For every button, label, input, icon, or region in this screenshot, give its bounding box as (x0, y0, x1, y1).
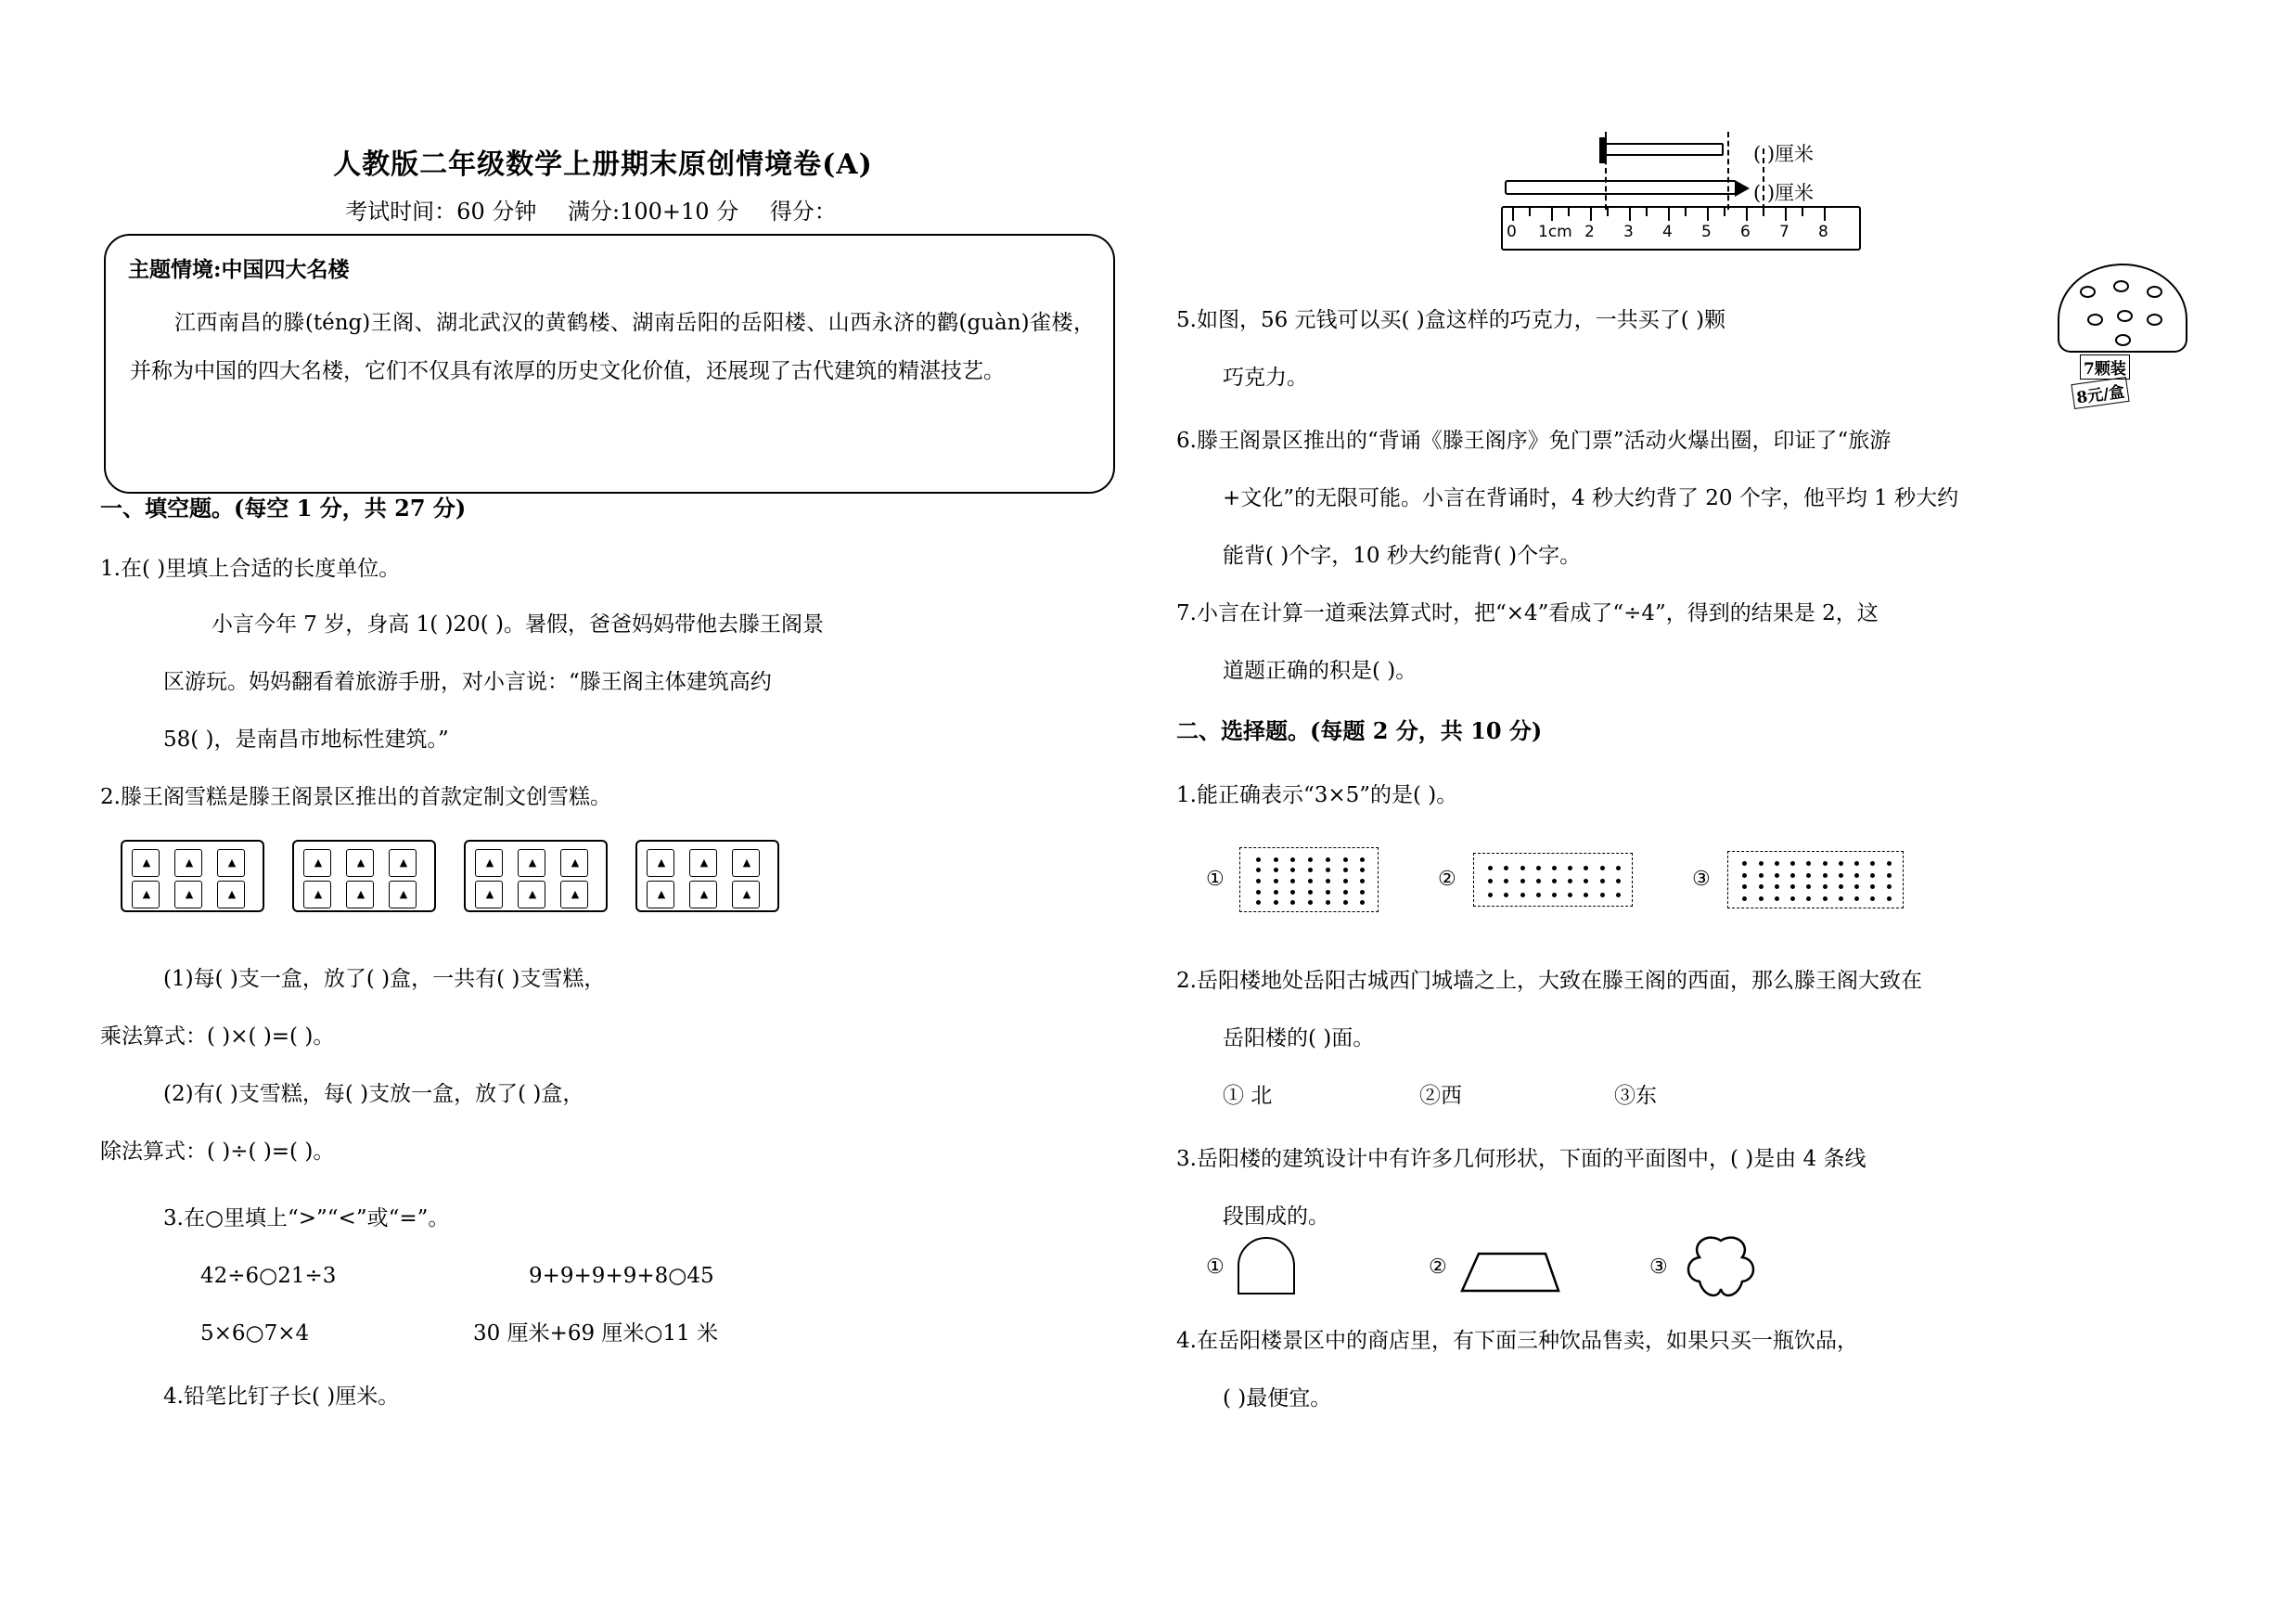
q1-line3: 区游玩。妈妈翻看着旅游手册，对小言说：“滕王阁主体建筑高约 (163, 670, 772, 694)
ruler-blank-1: ( )厘米 (1753, 143, 1815, 165)
ruler-tick-5: 5 (1701, 223, 1712, 241)
theme-paragraph: 江西南昌的滕(téng)王阁、湖北武汉的黄鹤楼、湖南岳阳的岳阳楼、山西永济的鹳(guàn)雀楼，并称为中国的四大名楼，它们不仅具有浓厚的历史文化价值，还展现了古代建筑的精湛技艺。 (130, 311, 1095, 383)
ruler-tick-6: 6 (1740, 223, 1751, 241)
s2-q4-line1: 4.在岳阳楼景区中的商店里，有下面三种饮品售卖，如果只买一瓶饮品， (1176, 1329, 1858, 1353)
q6-line3: 能背( )个字，10 秒大约能背( )个字。 (1223, 544, 1582, 568)
q5-line2: 巧克力。 (1223, 366, 1308, 390)
q2-line1: 2.滕王阁雪糕是滕王阁景区推出的首款定制文创雪糕。 (100, 785, 611, 809)
q2-line5: 除法算式：( )÷( )=( )。 (100, 1140, 335, 1164)
pagoda-icon: ▲ (185, 857, 194, 869)
q1-line4: 58( )，是南昌市地标性建筑。” (163, 728, 449, 752)
array-option-2[interactable] (1473, 853, 1633, 907)
icecream-trays-illustration (121, 840, 770, 923)
pagoda-icon: ▲ (742, 857, 751, 869)
shape-option-3[interactable] (1683, 1235, 1759, 1302)
q1-line1: 1.在( )里填上合适的长度单位。 (100, 557, 401, 581)
q5-line1: 5.如图，56 元钱可以买( )盒这样的巧克力，一共买了( )颗 (1176, 308, 1726, 332)
array-option-3[interactable] (1727, 851, 1904, 908)
ruler-tick-1: 1cm (1538, 223, 1572, 241)
array-option-1[interactable] (1239, 847, 1379, 912)
array-option-2-marker[interactable]: ② (1438, 868, 1456, 891)
theme-heading: 主题情境:中国四大名楼 (128, 257, 350, 282)
s2-q1-line1: 1.能正确表示“3×5”的是( )。 (1176, 783, 1458, 807)
q2-line4: (2)有( )支雪糕，每( )支放一盒，放了( )盒， (163, 1082, 584, 1106)
shape-options (1206, 1231, 2041, 1306)
q7-line1: 7.小言在计算一道乘法算式时，把“×4”看成了“÷4”，得到的结果是 2，这 (1176, 601, 1879, 625)
pagoda-icon: ▲ (742, 888, 751, 900)
q7-line2: 道题正确的积是( )。 (1223, 659, 1417, 683)
chocolate-price-label: 8元/盒 (2071, 377, 2129, 409)
s2-q2-line2: 岳阳楼的( )面。 (1223, 1026, 1375, 1050)
s2-q3-line2: 段围成的。 (1223, 1204, 1329, 1229)
s2-q2-opt-3[interactable]: ③东 (1614, 1084, 1657, 1108)
pagoda-icon: ▲ (142, 888, 151, 900)
pagoda-icon: ▲ (185, 888, 194, 900)
ruler-tick-3: 3 (1623, 223, 1634, 241)
q1-line2: 小言今年 7 岁，身高 1( )20( )。暑假，爸爸妈妈带他去滕王阁景 (212, 612, 824, 637)
q3-expr-a1: 42÷6○21÷3 (200, 1264, 337, 1288)
shape-option-3-marker[interactable]: ③ (1649, 1256, 1668, 1279)
ruler-shape (1501, 206, 1861, 251)
pagoda-icon: ▲ (399, 857, 408, 869)
q2-line2: (1)每( )支一盒，放了( )盒，一共有( )支雪糕， (163, 967, 606, 991)
q3-expr-b1: 5×6○7×4 (200, 1321, 310, 1346)
pagoda-icon: ▲ (699, 857, 709, 869)
score-label: 得分： (769, 199, 837, 225)
q6-line1: 6.滕王阁景区推出的“背诵《滕王阁序》免门票”活动火爆出圈，印证了“旅游 (1176, 429, 1892, 453)
full-score: 满分:100+10 分 (568, 199, 739, 225)
s2-q2-line1: 2.岳阳楼地处岳阳古城西门城墙之上，大致在滕王阁的西面，那么滕王阁大致在 (1176, 969, 1922, 993)
shape-option-2[interactable] (1460, 1252, 1560, 1295)
s2-q3-line1: 3.岳阳楼的建筑设计中有许多几何形状，下面的平面图中，( )是由 4 条线 (1176, 1147, 1866, 1171)
array-option-1-marker[interactable]: ① (1206, 868, 1225, 891)
ruler-tick-8: 8 (1818, 223, 1828, 241)
pencil-shape (1505, 180, 1737, 195)
s2-q2-opt-1[interactable]: ① 北 (1223, 1084, 1273, 1108)
pagoda-icon: ▲ (227, 888, 237, 900)
pagoda-icon: ▲ (528, 857, 537, 869)
array-option-3-marker[interactable]: ③ (1692, 868, 1711, 891)
pagoda-icon: ▲ (657, 888, 666, 900)
pagoda-icon: ▲ (356, 888, 366, 900)
pagoda-icon: ▲ (314, 888, 323, 900)
section-2-heading: 二、选择题。(每题 2 分，共 10 分) (1176, 717, 1543, 744)
chocolate-count-label: 7颗装 (2080, 354, 2130, 380)
section-1-heading: 一、填空题。(每空 1 分，共 27 分) (100, 495, 467, 522)
shape-option-1[interactable] (1238, 1237, 1295, 1295)
page-title: 人教版二年级数学上册期末原创情境卷(A) (333, 148, 873, 181)
pagoda-icon: ▲ (657, 857, 666, 869)
ruler-tick-2: 2 (1584, 223, 1595, 241)
pagoda-icon: ▲ (485, 857, 494, 869)
ruler-tick-4: 4 (1662, 223, 1673, 241)
q2-line3: 乘法算式：( )×( )=( )。 (100, 1024, 335, 1049)
pagoda-icon: ▲ (314, 857, 323, 869)
exam-meta (0, 193, 1206, 225)
ruler-tick-0: 0 (1507, 223, 1517, 241)
pagoda-icon: ▲ (356, 857, 366, 869)
shape-option-1-marker[interactable]: ① (1206, 1256, 1225, 1279)
pagoda-icon: ▲ (571, 857, 580, 869)
q3-expr-b2: 30 厘米+69 厘米○11 米 (473, 1321, 719, 1346)
exam-time: 考试时间：60 分钟 (345, 199, 537, 225)
nail-shape (1603, 143, 1724, 156)
dot-array-options (1206, 840, 2180, 923)
pagoda-icon: ▲ (528, 888, 537, 900)
s2-q4-line2: ( )最便宜。 (1223, 1386, 1332, 1410)
pagoda-icon: ▲ (399, 888, 408, 900)
pagoda-icon: ▲ (227, 857, 237, 869)
q6-line2: +文化”的无限可能。小言在背诵时，4 秒大约背了 20 个字，他平均 1 秒大约 (1223, 486, 1959, 510)
ruler-blank-2: ( )厘米 (1753, 182, 1815, 204)
ruler-illustration (1484, 130, 1874, 251)
s2-q2-opt-2[interactable]: ②西 (1419, 1084, 1462, 1108)
pagoda-icon: ▲ (571, 888, 580, 900)
pagoda-icon: ▲ (485, 888, 494, 900)
pagoda-icon: ▲ (699, 888, 709, 900)
shape-option-2-marker[interactable]: ② (1429, 1256, 1447, 1279)
q3-line1: 3.在○里填上“>”“<”或“=”。 (163, 1206, 450, 1230)
ruler-tick-7: 7 (1779, 223, 1789, 241)
q3-expr-a2: 9+9+9+9+8○45 (529, 1264, 714, 1288)
q4-line1: 4.铅笔比钉子长( )厘米。 (163, 1385, 400, 1409)
pagoda-icon: ▲ (142, 857, 151, 869)
